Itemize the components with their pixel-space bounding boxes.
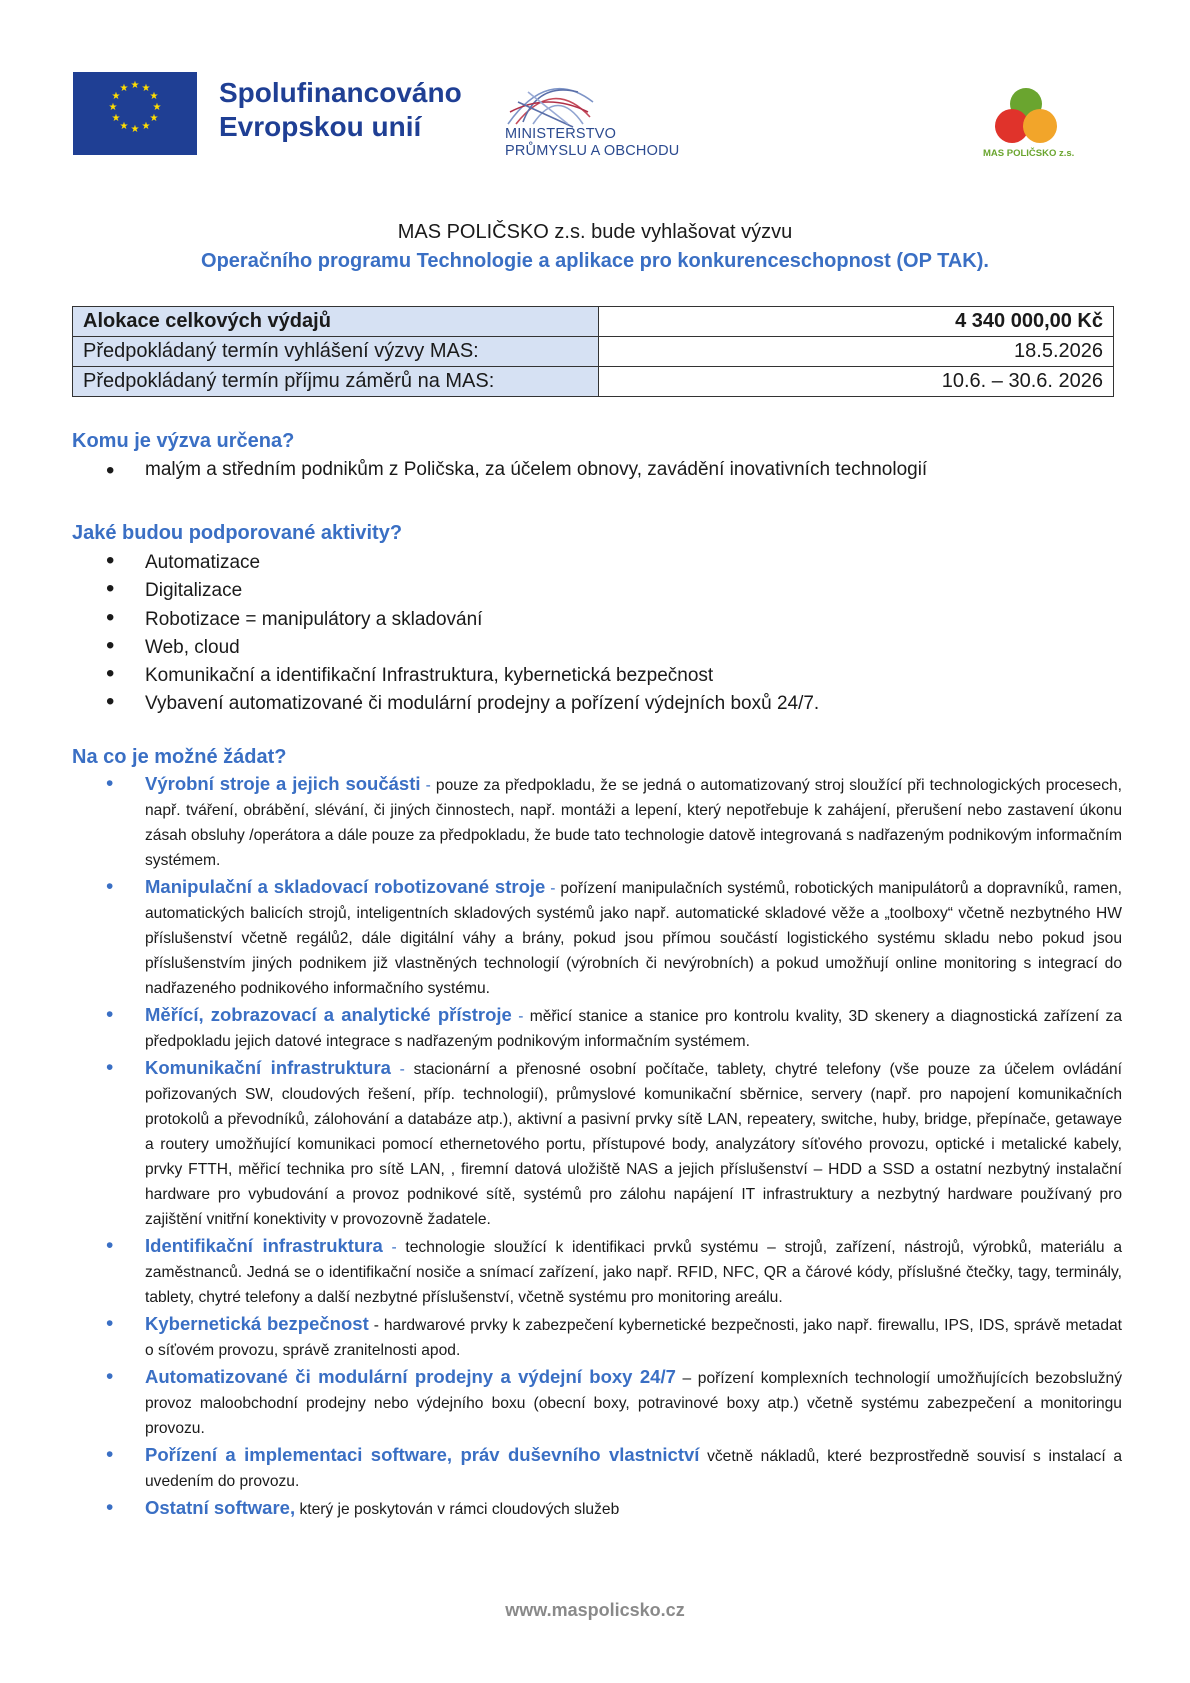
list-item: • Robotizace = manipulátory a skladování [72, 606, 1122, 634]
svg-text:★: ★ [149, 113, 159, 124]
eligible-list [72, 771, 1122, 1522]
list-item: • Komunikační a identifikační Infrastruktura, kybernetická bezpečnost [72, 662, 1122, 690]
list-item [72, 1002, 1122, 1054]
mpo-line-1: MINISTERSTVO [505, 126, 617, 142]
svg-text:★: ★ [119, 121, 129, 132]
list-item [72, 1364, 1122, 1441]
eu-cofinanced-text [219, 76, 462, 144]
item-lead: Automatizované či modulární prodejny a výdejní boxy 24/7 [145, 1366, 676, 1387]
list-item: • Digitalizace [72, 577, 1122, 605]
list-item [72, 1311, 1122, 1363]
svg-text:★: ★ [130, 80, 140, 91]
section-heading: Na co je možné žádat? [72, 746, 287, 768]
eu-line-1: Spolufinancováno [219, 77, 462, 108]
svg-text:★: ★ [111, 91, 121, 102]
table-value: 10.6. – 30.6. 2026 [599, 367, 1114, 397]
target-section [72, 430, 1122, 481]
item-text: hardwarové prvky k zabezpečení kybernetické bezpečnosti, jako např. firewallu, IPS, IDS, správě metadat o síťovém provozu, správě zranitelnosti apod. [145, 1317, 1122, 1359]
item-separator [699, 1448, 707, 1465]
program-title: Operačního programu Technologie a aplikace pro konkurenceschopnost (OP TAK). [201, 250, 989, 272]
svg-text:★: ★ [149, 91, 159, 102]
item-lead: Výrobní stroje a jejich součásti [145, 773, 421, 794]
list-item: • Automatizace [72, 549, 1122, 577]
activities-list [72, 549, 1122, 719]
list-item [72, 771, 1122, 873]
table-row [73, 307, 1114, 337]
svg-text:★: ★ [141, 83, 151, 94]
svg-text:★: ★ [119, 83, 129, 94]
item-separator: - [382, 1239, 406, 1256]
website-url[interactable]: www.maspolicsko.cz [505, 1600, 685, 1620]
eu-line-2: Evropskou unií [219, 111, 422, 142]
item-separator: - [511, 1008, 530, 1025]
item-separator: - [368, 1317, 384, 1334]
table-row [73, 367, 1114, 397]
mpo-line-2: PRŮMYSLU A OBCHODU [505, 143, 680, 159]
item-text: měřicí stanice a stanice pro kontrolu kvality, 3D skenery a diagnostická zařízení za předpokladu jejich datové integrace s nadřazeným podnikovým informačním systémem. [145, 1008, 1122, 1050]
list-item [72, 1442, 1122, 1494]
eu-flag-icon [73, 72, 197, 155]
item-text: včetně nákladů, které bezprostředně souvisí s instalací a uvedením do provozu. [145, 1448, 1122, 1490]
list-item: • Web, cloud [72, 634, 1122, 662]
list-item [72, 1233, 1122, 1310]
item-separator: – [675, 1370, 698, 1387]
announcement-title: MAS POLIČSKO z.s. bude vyhlašovat výzvu [397, 221, 793, 243]
svg-text:★: ★ [111, 113, 121, 124]
list-item: • Vybavení automatizované či modulární prodejny a pořízení výdejních boxů 24/7. [72, 690, 1122, 718]
mpo-text [505, 126, 679, 160]
item-text: pořízení komplexních technologií umožňujících bezobslužný provoz maloobchodní prodejny nebo výdejního boxu (obecní boxy, potravinové boxy atp.) včetně systému zabezpečení a monitoringu provozu. [145, 1370, 1123, 1437]
item-text: který je poskytován v rámci cloudových služeb [299, 1501, 620, 1518]
svg-text:★: ★ [108, 102, 118, 113]
svg-text:★: ★ [141, 121, 151, 132]
target-list [72, 459, 1122, 481]
list-item [72, 1055, 1122, 1232]
table-label: Předpokládaný termín vyhlášení výzvy MAS: [73, 337, 599, 367]
item-lead: Pořízení a implementaci software, práv duševního vlastnictví [145, 1444, 700, 1465]
activities-section [72, 522, 1122, 719]
item-lead: Ostatní software, [145, 1497, 296, 1518]
item-text: pořízení manipulačních systémů, robotických manipulátorů a dopravníků, ramen, automatických balicích strojů, inteligentních skladových systémů jako např. automatické skladové věže a „toolboxy“ včetně nezbytného HW příslušenství včetně regálů2, dále digitální váhy a brány, pokud jsou přímou součástí logistického systému skladu nebo pokud jsou příslušenstvím jiných podnikem již vlastněných technologií (výrobních či nevýrobních) a pokud umožňují online monitoring s integrací do nadřazeného podnikového informačního systému. [145, 880, 1123, 997]
list-item [72, 874, 1122, 1001]
item-lead: Manipulační a skladovací robotizované stroje [145, 876, 546, 897]
item-lead: Měřící, zobrazovací a analytické přístroje [145, 1004, 512, 1025]
mas-logo-text: MAS POLIČSKO z.s. [983, 148, 1075, 159]
item-text: pouze za předpokladu, že se jedná o automatizovaný stroj sloužící při technologických procesech, např. tváření, obrábění, slévání, či jiných činnostech, např. montáži a lepení, který nepotřebuje k zahájení, přerušení nebo zastavení úkonu zásah obsluhy /operátora a dále pouze za předpokladu, že bude tato technologie datově integrovaná s nadřazeným podnikovým informačním systémem. [145, 777, 1123, 869]
svg-text:★: ★ [130, 124, 140, 135]
item-text: stacionární a přenosné osobní počítače, tablety, chytré telefony (vše pouze za účelem ovládání pořizovaných SW, cloudových řešení, příp. technologií), průmyslové komunikační sběrnice, servery (např. pro napojení komunikačních protokolů a převodníků, zálohování a databáze atp.), aktivní a pasivní prvky sítě LAN, repeatery, switche, huby, bridge, přepínače, getawaye a routery umožňující komunikaci pomocí ethernetového portu, přístupové body, analyzátory síťového provozu, optické i metalické kabely, prvky FTTH, měřicí technika pro sítě LAN, , firemní datová uložiště NAS a jejich příslušenství – HDD a SSD a ostatní nezbytný instalační hardware pro vybudování a provoz podnikové sítě, systémů pro zálohu napájení IT infrastruktury a nezbytný hardware používaný pro zajištění vnitřní konektivity v provozovně žadatele. [145, 1061, 1123, 1228]
item-lead: Kybernetická bezpečnost [145, 1313, 369, 1334]
table-label: Alokace celkových výdajů [73, 307, 599, 337]
eligible-section [72, 746, 1122, 1523]
table-label: Předpokládaný termín příjmu záměrů na MAS: [73, 367, 599, 397]
table-value: 4 340 000,00 Kč [599, 307, 1114, 337]
list-item: • malým a středním podnikům z Poličska, za účelem obnovy, zavádění inovativních technologií [72, 459, 1122, 481]
item-separator: - [420, 777, 436, 794]
section-heading: Jaké budou podporované aktivity? [72, 522, 403, 544]
item-lead: Komunikační infrastruktura [145, 1057, 391, 1078]
info-table [72, 306, 1114, 397]
table-value: 18.5.2026 [599, 337, 1114, 367]
item-lead: Identifikační infrastruktura [145, 1235, 383, 1256]
table-row [73, 337, 1114, 367]
item-text: technologie sloužící k identifikaci prvků systému – strojů, zařízení, nástrojů, výrobků, materiálu a zaměstnanců. Jedná se o identifikační nosiče a snímací zařízení, jako např. RFID, NFC, QR a čárové kódy, příslušné čtečky, tagy, terminály, tablety, chytré telefony a další nezbytné příslušenství, včetně systému pro monitoring areálu. [145, 1239, 1123, 1306]
list-item [72, 1495, 1122, 1522]
item-separator: - [545, 880, 561, 897]
svg-text:★: ★ [152, 102, 162, 113]
section-heading: Komu je výzva určena? [72, 430, 295, 452]
item-separator: - [390, 1061, 414, 1078]
